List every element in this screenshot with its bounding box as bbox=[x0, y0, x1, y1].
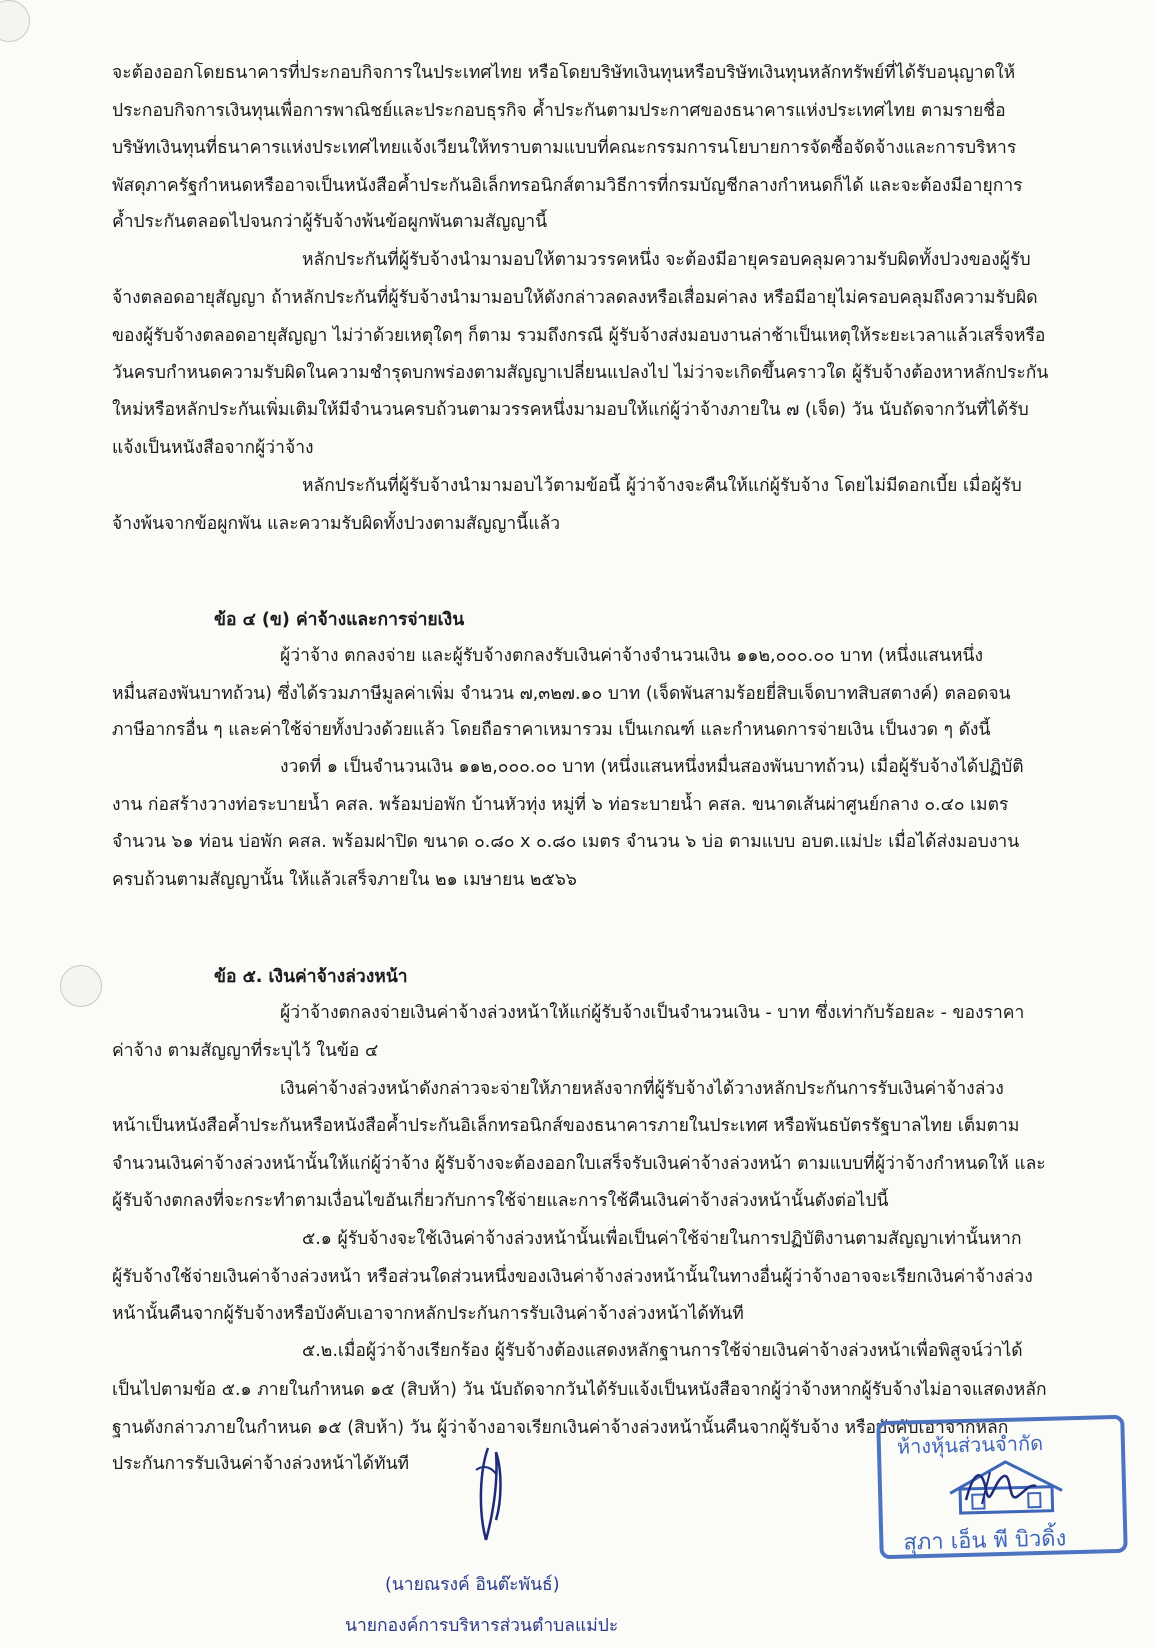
body-text-line: ค้ำประกันตลอดไปจนกว่าผู้รับจ้างพ้นข้อผูกพันตามสัญญานี้ bbox=[112, 212, 548, 232]
body-text-line: จะต้องออกโดยธนาคารที่ประกอบกิจการในประเทศไทย หรือโดยบริษัทเงินทุนหรือบริษัทเงินทุนหลักทรัพย์ที่ได้รับอนุญาตให้ bbox=[112, 63, 1016, 83]
body-text-line: หลักประกันที่ผู้รับจ้างนำมามอบไว้ตามข้อนี้ ผู้ว่าจ้างจะคืนให้แก่ผู้รับจ้าง โดยไม่มีดอกเบี้ย เมื่อผู้รับ bbox=[302, 476, 1022, 496]
body-text-line: ครบถ้วนตามสัญญานั้น ให้แล้วเสร็จภายใน ๒๑ เมษายน ๒๕๖๖ bbox=[112, 870, 577, 890]
body-text-line: ผู้รับจ้างตกลงที่จะกระทำตามเงื่อนไขอันเกี่ยวกับการใช้จ่ายและการใช้คืนเงินค่าจ้างล่วงหน้านั้นดังต่อไปนี้ bbox=[112, 1191, 889, 1211]
punch-hole bbox=[60, 965, 102, 1007]
contractor-signature bbox=[960, 1460, 1040, 1520]
body-text-line: จำนวนเงินค่าจ้างล่วงหน้านั้นให้แก่ผู้ว่าจ้าง ผู้รับจ้างจะต้องออกใบเสร็จรับเงินค่าจ้างล่วงหน้า ตามแบบที่ผู้ว่าจ้างกำหนดให้ และ bbox=[112, 1154, 1046, 1174]
body-text-line: ของผู้รับจ้างตลอดอายุสัญญา ไม่ว่าด้วยเหตุใดๆ ก็ตาม รวมถึงกรณี ผู้รับจ้างส่งมอบงานล่าช้าเป็นเหตุให้ระยะเวลาแล้วเสร็จหรือ bbox=[112, 326, 1046, 346]
stamp-company-name: สุภา เอ็น พี บิวดิ้ง bbox=[903, 1526, 1067, 1556]
body-text-line: หน้าเป็นหนังสือค้ำประกันหรือหนังสือค้ำประกันอิเล็กทรอนิกส์ของธนาคารภายในประเทศ หรือพันธบัตรรัฐบาลไทย เต็มตาม bbox=[112, 1116, 1020, 1136]
body-text-line: เงินค่าจ้างล่วงหน้าดังกล่าวจะจ่ายให้ภายหลังจากที่ผู้รับจ้างได้วางหลักประกันการรับเงินค่าจ้างล่วง bbox=[280, 1079, 1004, 1099]
body-text-line: ๕.๑ ผู้รับจ้างจะใช้เงินค่าจ้างล่วงหน้านั้นเพื่อเป็นค่าใช้จ่ายในการปฏิบัติงานตามสัญญาเท่านั้นหาก bbox=[302, 1229, 1022, 1249]
body-text-line: หลักประกันที่ผู้รับจ้างนำมามอบให้ตามวรรคหนึ่ง จะต้องมีอายุครอบคลุมความรับผิดทั้งปวงของผู้รับ bbox=[302, 250, 1031, 270]
body-text-line: ประกันการรับเงินค่าจ้างล่วงหน้าได้ทันที bbox=[112, 1454, 410, 1474]
body-text-line: งาน ก่อสร้างวางท่อระบายน้ำ คสล. พร้อมบ่อพัก บ้านหัวทุ่ง หมู่ที่ ๖ ท่อระบายน้ำ คสล. ขนาดเส้นผ่าศูนย์กลาง ๐.๔๐ เมตร bbox=[112, 795, 1009, 815]
signatory-name: (นายณรงค์ อินต๊ะพันธ์) bbox=[385, 1575, 560, 1595]
body-text-line: ประกอบกิจการเงินทุนเพื่อการพาณิชย์และประกอบธุรกิจ ค้ำประกันตามประกาศของธนาคารแห่งประเทศไทย ตามรายชื่อ bbox=[112, 101, 1006, 121]
body-text-line: จ้างพ้นจากข้อผูกพัน และความรับผิดทั้งปวงตามสัญญานี้แล้ว bbox=[112, 514, 561, 534]
official-signature bbox=[456, 1440, 516, 1550]
body-text-line: แจ้งเป็นหนังสือจากผู้ว่าจ้าง bbox=[112, 438, 314, 458]
body-text-line: หมื่นสองพันบาทถ้วน) ซึ่งได้รวมภาษีมูลค่าเพิ่ม จำนวน ๗,๓๒๗.๑๐ บาท (เจ็ดพันสามร้อยยี่สิบเจ็ดบาทสิบสตางค์) ตลอดจน bbox=[112, 684, 1011, 704]
body-text-line: พัสดุภาครัฐกำหนดหรืออาจเป็นหนังสือค้ำประกันอิเล็กทรอนิกส์ตามวิธีการที่กรมบัญชีกลางกำหนดก็ได้ และจะต้องมีอายุการ bbox=[112, 176, 1023, 196]
body-text-line: ใหม่หรือหลักประกันเพิ่มเติมให้มีจำนวนครบถ้วนตามวรรคหนึ่งมามอบให้แก่ผู้ว่าจ้างภายใน ๗ (เจ็ด) วัน นับถัดจากวันที่ได้รับ bbox=[112, 400, 1029, 420]
section-heading: ข้อ ๔ (ข) ค่าจ้างและการจ่ายเงิน bbox=[214, 610, 465, 630]
stamp-company-type: ห้างหุ้นส่วนจำกัด bbox=[896, 1430, 1044, 1459]
body-text-line: จำนวน ๖๑ ท่อน บ่อพัก คสล. พร้อมฝาปิด ขนาด ๐.๘๐ x ๐.๘๐ เมตร จำนวน ๖ บ่อ ตามแบบ อบต.แม่ปะ เมื่อได้ส่งมอบงาน bbox=[112, 832, 1020, 852]
signatory-title: นายกองค์การบริหารส่วนตำบลแม่ปะ bbox=[345, 1616, 619, 1636]
body-text-line: ค่าจ้าง ตามสัญญาที่ระบุไว้ ในข้อ ๔ bbox=[112, 1041, 379, 1061]
body-text-line: ผู้ว่าจ้าง ตกลงจ่าย และผู้รับจ้างตกลงรับเงินค่าจ้างจำนวนเงิน ๑๑๒,๐๐๐.๐๐ บาท (หนึ่งแสนหนึ่ง bbox=[280, 646, 983, 666]
body-text-line: เป็นไปตามข้อ ๕.๑ ภายในกำหนด ๑๕ (สิบห้า) วัน นับถัดจากวันได้รับแจ้งเป็นหนังสือจากผู้ว่าจ้างหากผู้รับจ้างไม่อาจแสดงหลัก bbox=[112, 1380, 1047, 1400]
body-text-line: วันครบกำหนดความรับผิดในความชำรุดบกพร่องตามสัญญาเปลี่ยนแปลงไป ไม่ว่าจะเกิดขึ้นคราวใด ผู้รับจ้างต้องหาหลักประกัน bbox=[112, 363, 1049, 383]
body-text-line: หน้านั้นคืนจากผู้รับจ้างหรือบังคับเอาจากหลักประกันการรับเงินค่าจ้างล่วงหน้าได้ทันที bbox=[112, 1304, 744, 1324]
body-text-line: งวดที่ ๑ เป็นจำนวนเงิน ๑๑๒,๐๐๐.๐๐ บาท (หนึ่งแสนหนึ่งหมื่นสองพันบาทถ้วน) เมื่อผู้รับจ้างได้ปฏิบัติ bbox=[280, 757, 1024, 777]
body-text-line: บริษัทเงินทุนที่ธนาคารแห่งประเทศไทยแจ้งเวียนให้ทราบตามแบบที่คณะกรรมการนโยบายการจัดซื้อจัดจ้างและการบริหาร bbox=[112, 138, 1017, 158]
body-text-line: ภาษีอากรอื่น ๆ และค่าใช้จ่ายทั้งปวงด้วยแล้ว โดยถือราคาเหมารวม เป็นเกณฑ์ และกำหนดการจ่ายเงิน เป็นงวด ๆ ดังนี้ bbox=[112, 720, 991, 740]
punch-hole bbox=[0, 0, 30, 42]
body-text-line: ผู้รับจ้างใช้จ่ายเงินค่าจ้างล่วงหน้า หรือส่วนใดส่วนหนึ่งของเงินค่าจ้างล่วงหน้านั้นในทางอื่นผู้ว่าจ้างอาจจะเรียกเงินค่าจ้างล่วง bbox=[112, 1267, 1033, 1287]
body-text-line: ผู้ว่าจ้างตกลงจ่ายเงินค่าจ้างล่วงหน้าให้แก่ผู้รับจ้างเป็นจำนวนเงิน - บาท ซึ่งเท่ากับร้อยละ - ของราคา bbox=[280, 1003, 1025, 1023]
section-heading: ข้อ ๕. เงินค่าจ้างล่วงหน้า bbox=[214, 967, 408, 987]
body-text-line: ๕.๒.เมื่อผู้ว่าจ้างเรียกร้อง ผู้รับจ้างต้องแสดงหลักฐานการใช้จ่ายเงินค่าจ้างล่วงหน้าเพื่อพิสูจน์ว่าได้ bbox=[302, 1341, 1023, 1361]
body-text-line: ฐานดังกล่าวภายในกำหนด ๑๕ (สิบห้า) วัน ผู้ว่าจ้างอาจเรียกเงินค่าจ้างล่วงหน้านั้นคืนจากผู้รับจ้าง หรือบังคับเอาจากหลัก bbox=[112, 1418, 1009, 1438]
body-text-line: จ้างตลอดอายุสัญญา ถ้าหลักประกันที่ผู้รับจ้างนำมามอบให้ดังกล่าวลดลงหรือเสื่อมค่าลง หรือมีอายุไม่ครอบคลุมถึงความรับผิด bbox=[112, 288, 1038, 308]
